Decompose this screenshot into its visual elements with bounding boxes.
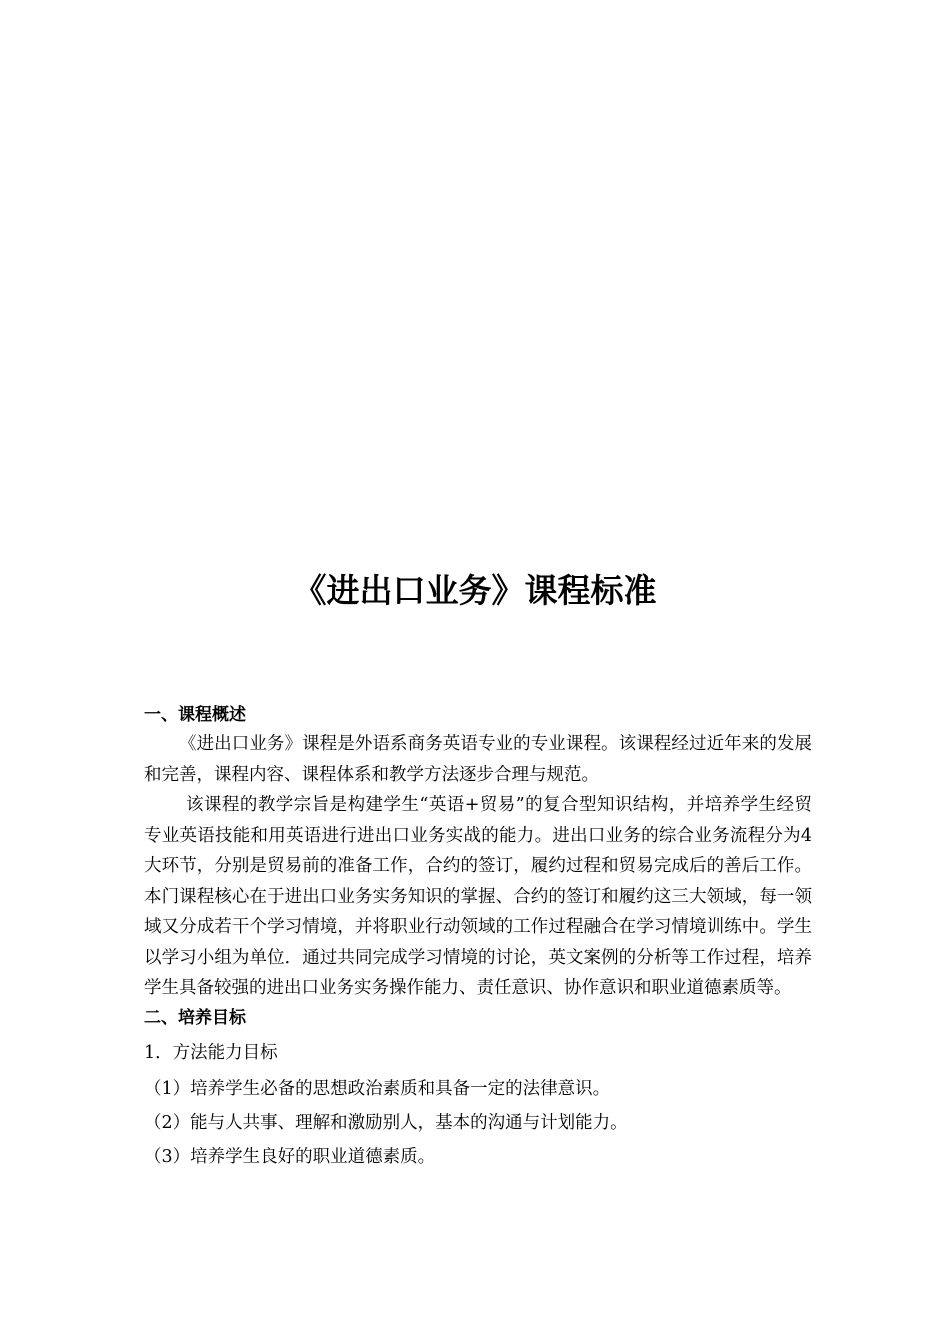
document-body xyxy=(144,701,812,1174)
goal-item-1: （1）培养学生必备的思想政治素质和具备一定的法律意识。 xyxy=(144,1079,611,1099)
section-heading-overview: 一、课程概述 xyxy=(144,705,246,725)
overview-paragraph-2: 该课程的教学宗旨是构建学生“英语+贸易”的复合型知识结构，并培养学生经贸专业英语技能和用英语进行进出口业务实战的能力。进出口业务的综合业务流程分为4大环节，分别是贸易前的准备工作，合约的签订，履约过程和贸易完成后的善后工作。本门课程核心在于进出口业务实务知识的掌握、合约的签订和履约这三大领域，每一领域又分成若干个学习情境，并将职业行动领域的工作过程融合在学习情境训练中。学生以学习小组为单位．通过共同完成学习情境的讨论，英文案例的分析等工作过程，培养学生具备较强的进出口业务实务操作能力、责任意识、协作意识和职业道德素质等。 xyxy=(144,795,812,998)
document-title: 《进出口业务》课程标准 xyxy=(293,571,657,610)
goal-item-3: （3）培养学生良好的职业道德素质。 xyxy=(144,1147,436,1167)
goal-item-2: （2）能与人共事、理解和激励别人，基本的沟通与计划能力。 xyxy=(144,1113,628,1133)
overview-paragraph-1: 《进出口业务》课程是外语系商务英语专业的专业课程。该课程经过近年来的发展和完善，课程内容、课程体系和教学方法逐步合理与规范。 xyxy=(144,734,812,785)
goals-subheading: 1．方法能力目标 xyxy=(144,1042,278,1063)
section-heading-goals: 二、培养目标 xyxy=(144,1007,246,1028)
